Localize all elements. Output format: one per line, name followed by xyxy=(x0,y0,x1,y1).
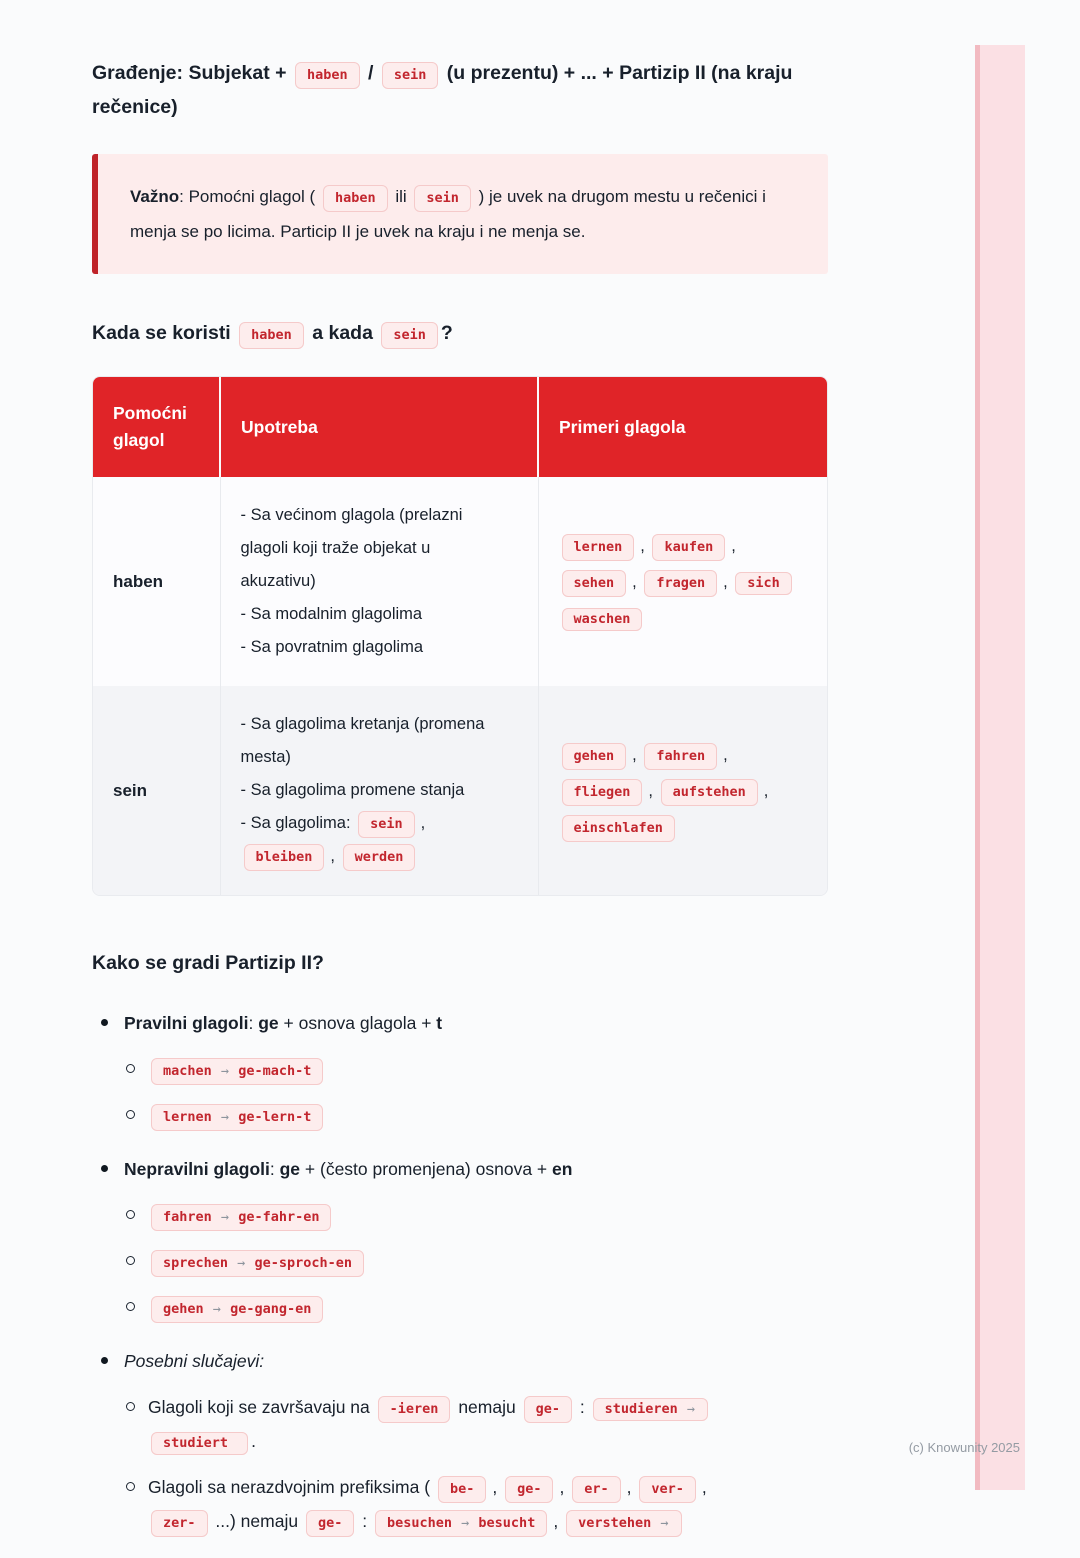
rule-label: Pravilni glagoli xyxy=(124,1013,249,1033)
irregular-examples xyxy=(124,1198,828,1324)
partizip-list xyxy=(92,1006,828,1538)
example-from: lernen xyxy=(163,1109,212,1125)
ge-prefix-chip: ge- xyxy=(524,1396,572,1423)
rule-text: ...) nemaju xyxy=(215,1511,299,1531)
arrow-icon: → xyxy=(220,1209,230,1225)
verb-chip: werden xyxy=(343,844,416,871)
prefix-chip: ge- xyxy=(505,1476,553,1503)
document-content xyxy=(92,56,828,1558)
callout-text-2: ili xyxy=(395,187,407,206)
callout-text-1: : Pomoćni glagol ( xyxy=(179,187,316,206)
comma: , xyxy=(632,572,637,591)
special-label-text: Posebni slučajevi: xyxy=(124,1351,265,1371)
watermark: (c) Knowunity 2025 xyxy=(908,1440,1020,1455)
usage-line-text: - Sa glagolima: xyxy=(240,814,351,832)
example-from: besuchen xyxy=(386,1515,452,1531)
example-chip xyxy=(375,1510,547,1537)
example-from: gehen xyxy=(163,1301,204,1317)
arrow-icon: → xyxy=(220,1063,230,1079)
example-chip xyxy=(566,1510,681,1537)
formation-text-2: (u prezentu) + ... + Partizip II (na kraju rečenice) xyxy=(92,62,793,118)
usage-question-heading xyxy=(92,316,828,350)
comma: , xyxy=(330,847,335,865)
example-from: studieren xyxy=(604,1401,678,1417)
ieren-chip: -ieren xyxy=(378,1396,451,1423)
sein-examples-cell xyxy=(538,686,827,895)
example-to: ge-fahr-en xyxy=(238,1209,320,1225)
usage-line: - Sa modalnim glagolima xyxy=(240,605,423,623)
prefix-chip: be- xyxy=(438,1476,486,1503)
haben-examples-cell xyxy=(538,477,827,686)
example-item xyxy=(124,1098,828,1132)
period: . xyxy=(251,1431,257,1451)
example-to: ge-sproch-en xyxy=(254,1255,352,1271)
example-to: ge-lern-t xyxy=(238,1109,312,1125)
rule-text: + osnova glagola + xyxy=(278,1013,437,1033)
verb-chip: gehen xyxy=(562,743,627,770)
list-item-special-cases xyxy=(92,1344,828,1538)
comma: , xyxy=(723,572,728,591)
haben-chip: haben xyxy=(295,62,360,89)
rule-colon: : xyxy=(362,1511,368,1531)
rule-bold: t xyxy=(436,1013,443,1033)
table-row-haben xyxy=(93,477,827,686)
rule-text: Glagoli sa nerazdvojnim prefiksima ( xyxy=(148,1477,431,1497)
example-to: ge-mach-t xyxy=(238,1063,312,1079)
example-item xyxy=(124,1198,828,1232)
sein-chip: sein xyxy=(381,322,438,349)
verb-chip: sein xyxy=(358,811,415,838)
arrow-icon: → xyxy=(686,1401,696,1417)
example-from: sprechen xyxy=(163,1255,229,1271)
verb-chip: einschlafen xyxy=(562,815,675,842)
haben-usage-cell xyxy=(220,477,538,686)
example-chip xyxy=(151,1058,323,1085)
prefix-chip: er- xyxy=(572,1476,620,1503)
comma: , xyxy=(701,1477,707,1497)
rule-bold: ge xyxy=(279,1159,301,1179)
comma: , xyxy=(559,1477,565,1497)
verb-chip: sich waschen xyxy=(562,572,792,631)
sein-verb-cell: sein xyxy=(93,686,220,895)
usage-line: - Sa većinom glagola (prelazni glagoli koji traže objekat u akuzativu) xyxy=(240,506,463,590)
comma: , xyxy=(420,814,426,832)
special-cases-list xyxy=(124,1390,828,1538)
haben-verb-cell: haben xyxy=(93,477,220,686)
example-from: verstehen xyxy=(578,1515,652,1531)
rule-bold: en xyxy=(552,1159,573,1179)
arrow-icon: → xyxy=(660,1515,669,1531)
example-to: studiert xyxy=(163,1435,229,1451)
arrow-icon: → xyxy=(212,1301,221,1317)
ieren-rule-item xyxy=(124,1390,736,1458)
rule-label: Nepravilni glagoli xyxy=(124,1159,270,1179)
prefix-chip: zer- xyxy=(151,1510,208,1537)
sein-usage-cell xyxy=(220,686,538,895)
rule-text: nemaju xyxy=(458,1397,516,1417)
formation-heading xyxy=(92,56,828,124)
usage-line: - Sa povratnim glagolima xyxy=(240,638,423,656)
example-item xyxy=(124,1244,828,1278)
regular-examples xyxy=(124,1052,828,1132)
prefix-chip: ver- xyxy=(639,1476,696,1503)
usage-table xyxy=(92,376,828,896)
verb-chip: aufstehen xyxy=(661,779,758,806)
formation-slash: / xyxy=(368,62,374,84)
example-chip xyxy=(151,1204,331,1231)
partizip-heading: Kako se gradi Partizip II? xyxy=(92,952,324,974)
formation-text-1: Građenje: Subjekat + xyxy=(92,62,287,84)
example-item xyxy=(124,1052,828,1086)
verb-chip: kaufen xyxy=(652,534,725,561)
rule-bold: ge xyxy=(258,1013,279,1033)
rule-colon: : xyxy=(579,1397,585,1417)
verb-chip: bleiben xyxy=(244,844,325,871)
comma: , xyxy=(763,781,769,800)
sein-chip: sein xyxy=(414,185,471,212)
haben-chip: haben xyxy=(239,322,304,349)
callout-text-3: ) je uvek na drugom mestu u rečenici i menja se po licima. Particip II je uvek na kraju i ne menja se. xyxy=(130,187,766,241)
comma: , xyxy=(553,1511,559,1531)
verb-chip: fahren xyxy=(644,743,717,770)
comma: , xyxy=(640,536,645,555)
example-chip xyxy=(151,1104,323,1131)
table-row-sein xyxy=(93,686,827,895)
verb-chip: sehen xyxy=(562,570,627,597)
header-examples: Primeri glagola xyxy=(538,377,827,477)
verb-chip: fragen xyxy=(644,570,717,597)
example-from: fahren xyxy=(163,1209,212,1225)
arrow-icon: → xyxy=(220,1109,230,1125)
usage-line: - Sa glagolima promene stanja xyxy=(240,781,465,799)
irregular-rule xyxy=(124,1152,828,1186)
callout-label: Važno xyxy=(130,187,180,206)
example-to: besucht xyxy=(478,1515,536,1531)
comma: , xyxy=(731,536,736,555)
usage-question-text-2: a kada xyxy=(312,322,373,344)
example-item xyxy=(124,1290,828,1324)
rule-colon: : xyxy=(269,1159,280,1179)
table-header-row xyxy=(93,377,827,477)
list-item-regular-verbs xyxy=(92,1006,828,1132)
example-from: machen xyxy=(163,1063,212,1079)
comma: , xyxy=(723,745,728,764)
example-to: ge-gang-en xyxy=(230,1301,312,1317)
comma: , xyxy=(492,1477,498,1497)
header-aux-verb: Pomoćni glagol xyxy=(93,377,220,477)
usage-line: - Sa glagolima kretanja (promena mesta) xyxy=(240,715,485,766)
verb-chip: fliegen xyxy=(562,779,643,806)
header-usage: Upotreba xyxy=(220,377,538,477)
list-item-irregular-verbs xyxy=(92,1152,828,1324)
sein-chip: sein xyxy=(382,62,439,89)
arrow-icon: → xyxy=(461,1515,470,1531)
usage-question-mark: ? xyxy=(440,322,453,344)
regular-rule xyxy=(124,1006,828,1040)
rule-text: + (često promenjena) osnova + xyxy=(300,1159,552,1179)
important-callout xyxy=(92,154,828,274)
rule-colon: : xyxy=(248,1013,259,1033)
example-chip xyxy=(151,1296,323,1323)
haben-chip: haben xyxy=(323,185,388,212)
page-edge-strip xyxy=(975,45,1025,1490)
usage-question-text-1: Kada se koristi xyxy=(92,322,231,344)
comma: , xyxy=(632,745,637,764)
verb-chip: lernen xyxy=(562,534,635,561)
comma: , xyxy=(626,1477,632,1497)
ge-prefix-chip: ge- xyxy=(306,1510,354,1537)
arrow-icon: → xyxy=(237,1255,246,1271)
rule-text: Glagoli koji se završavaju na xyxy=(148,1397,370,1417)
example-chip xyxy=(151,1250,364,1277)
comma: , xyxy=(648,781,653,800)
special-cases-label xyxy=(124,1344,828,1378)
usage-line xyxy=(241,807,492,873)
